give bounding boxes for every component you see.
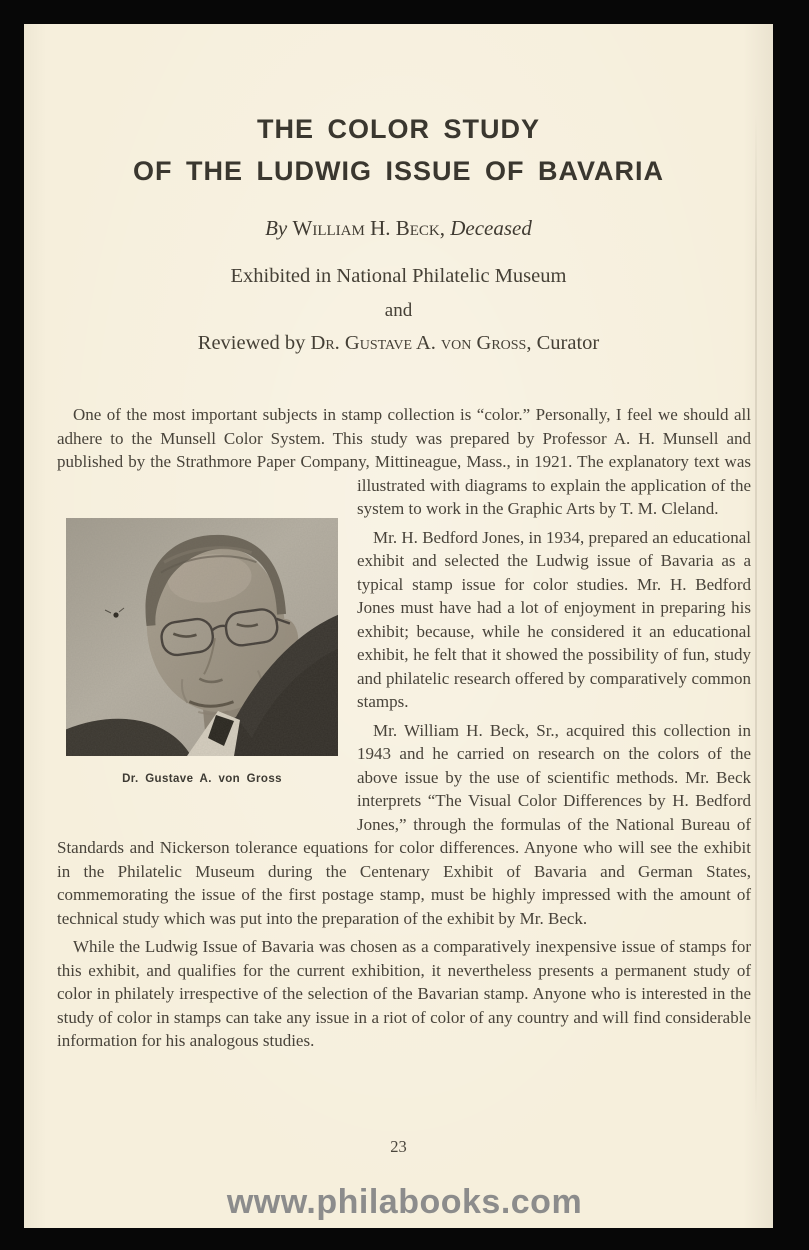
byline <box>24 216 773 241</box>
paragraph-1-lead: One of the most important subjects in stamp collection is “color.” Personally, I feel we should all adhere to the Munsell Color System. This study was prepared by Professor A. H. Munsell and published by the Strathmore Paper Company, Mittineague, Mass., <box>57 405 751 471</box>
and-line: and <box>384 300 413 321</box>
paragraph-4: While the Ludwig Issue of Bavaria was chosen as a comparatively inexpensive issue of stamps for this exhibit, and qualifies for the current exhibition, it nevertheless presents a permanent study of color in philately irrespective of the selection of the Bavarian stamp. Anyone who is interested in the study of color in stamps can take any issue in a riot of color of any country and will find considerable information for his analogous studies. <box>57 937 751 1050</box>
article-body <box>24 355 773 1053</box>
watermark-text: www.philabooks.com <box>226 1183 583 1221</box>
page-number: 23 <box>390 1137 407 1156</box>
book-page <box>24 24 773 1228</box>
article-title-line1: THE COLOR STUDY <box>256 114 540 144</box>
review-prefix: Reviewed by <box>197 332 311 354</box>
paragraph-2: Mr. H. Bedford Jones, in 1934, prepared an educational exhibit and selected the Ludwig issue of Bavaria as a typical stamp issue for color studies. Mr. H. Bedford Jones must have had a lot of enjoyment in preparing his exhibit; because, while he considered it an educational exhibit, he felt that it showed the possibility of fun, study and philatelic research offered by comparatively common stamps. <box>357 527 751 711</box>
article-title-line2: OF THE LUDWIG ISSUE OF BAVARIA <box>133 156 664 186</box>
byline-by: By <box>265 216 293 240</box>
review-line <box>24 332 773 355</box>
reviewer-name: Dr. Gustave A. von Gross <box>310 332 527 354</box>
byline-separator: , <box>439 216 451 240</box>
portrait-figure <box>57 474 357 792</box>
article-header <box>24 24 773 355</box>
portrait-caption: Dr. Gustave A. von Gross <box>122 772 282 785</box>
exhibit-line: Exhibited in National Philatelic Museum <box>230 265 567 287</box>
paragraph-1-rest: in 1921. The explanatory text was illustrated with diagrams to explain the application of the system to work in the Graphic Arts by T. M. Cleland. <box>357 452 751 518</box>
portrait-photo <box>66 518 338 756</box>
byline-status: Deceased <box>450 216 532 240</box>
paragraph-3: Mr. William H. Beck, Sr., acquired this collection in 1943 and he carried on research on the colors of the above issue by the use of scientific methods. Mr. Beck interprets “The Visual Color Differences by H. Bedford Jones,” through the formulas of the National Bureau of Standards and Nickerson tolerance equations for color differences. Anyone who will see the exhibit in the Philatelic Museum during the Centenary Exhibit of Bavaria and German States, commemorating the issue of the first postage stamp, must be highly impressed with the amount of technical study which was put into the preparation of the exhibit by Mr. Beck. <box>57 720 751 928</box>
review-suffix: , Curator <box>526 332 600 354</box>
byline-author-name: William H. Beck <box>292 216 440 240</box>
